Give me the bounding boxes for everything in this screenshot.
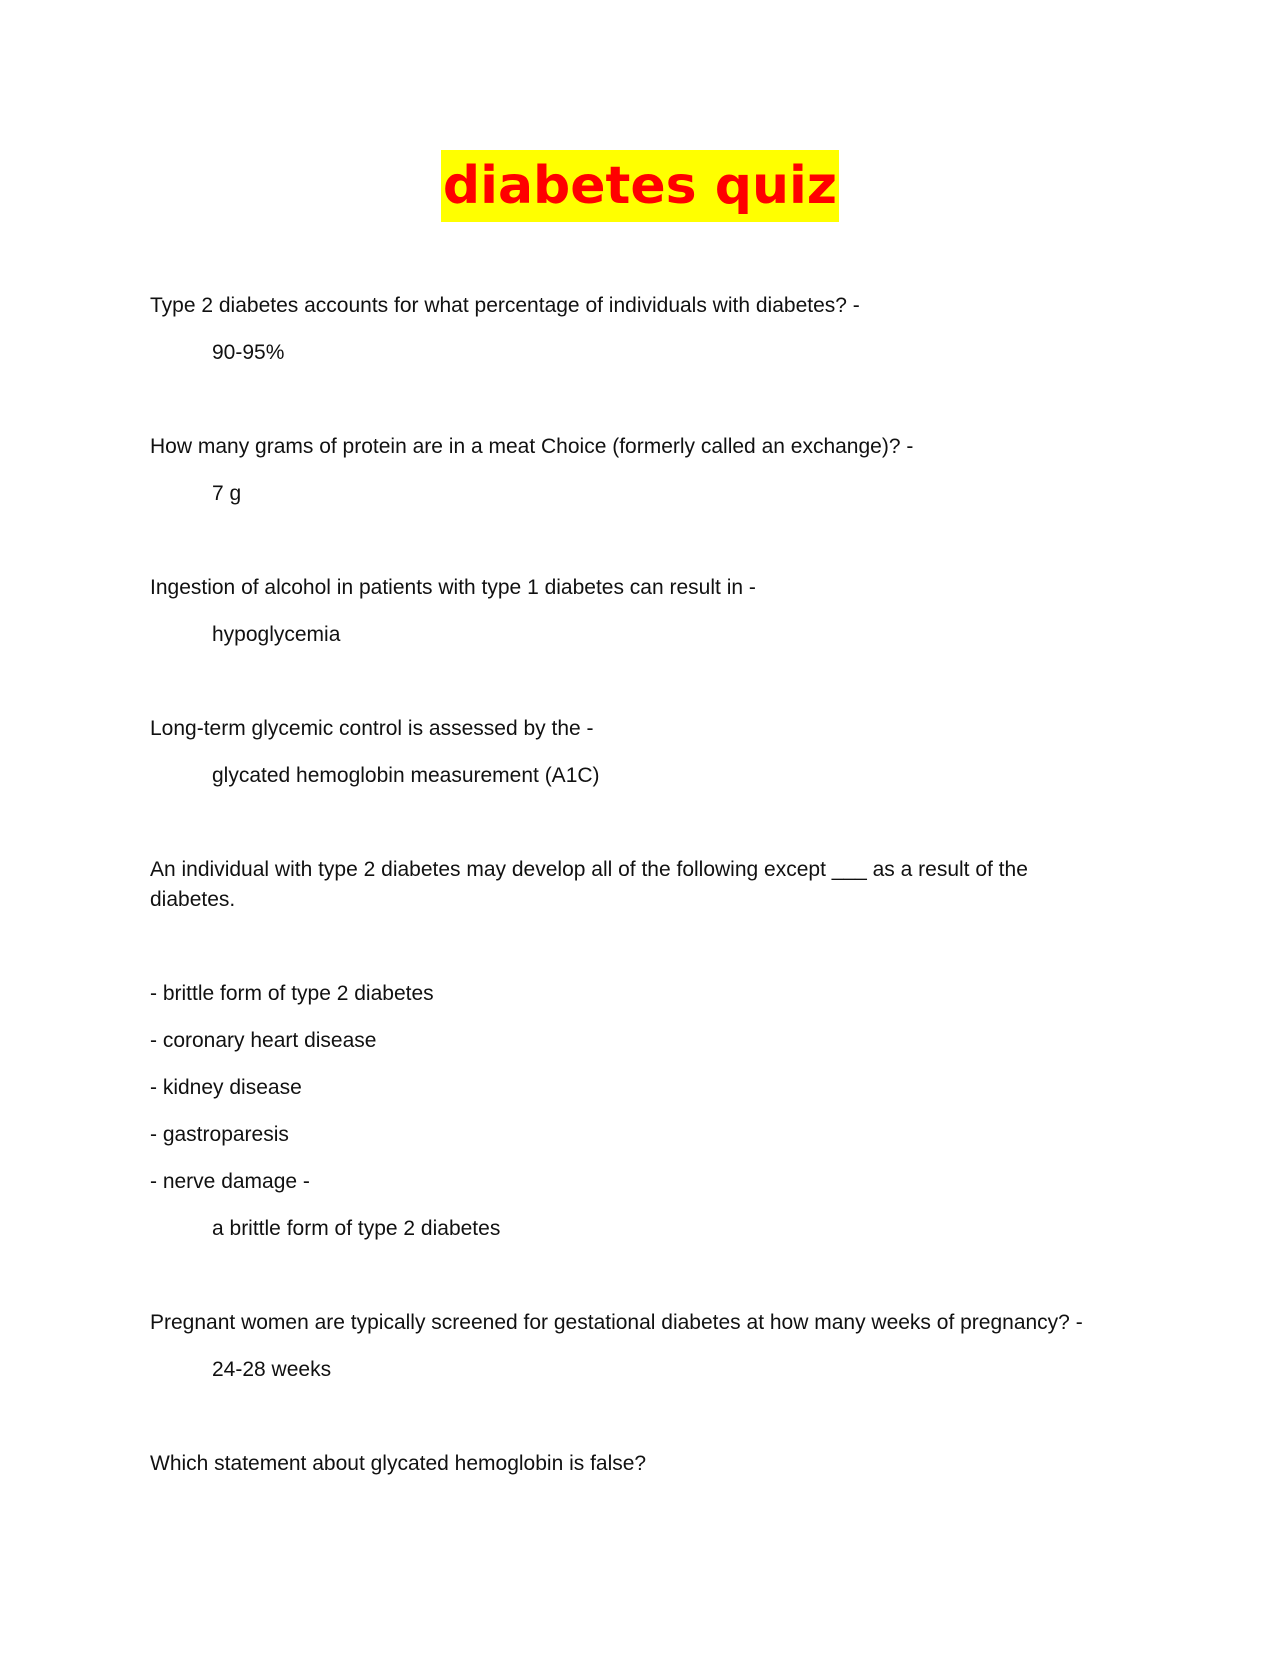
- answer-5: a brittle form of type 2 diabetes: [212, 1217, 501, 1240]
- question-6: Pregnant women are typically screened for gestational diabetes at how many weeks of pregnancy? -: [150, 1311, 1083, 1334]
- question-7: Which statement about glycated hemoglobin is false?: [150, 1452, 647, 1475]
- option-5-4: - gastroparesis: [150, 1123, 289, 1146]
- answer-6: 24-28 weeks: [212, 1358, 332, 1381]
- option-5-5: - nerve damage -: [150, 1170, 310, 1193]
- answer-1: 90-95%: [212, 341, 285, 364]
- option-5-3: - kidney disease: [150, 1076, 302, 1099]
- question-5: An individual with type 2 diabetes may develop all of the following except ___ as a result of the diabetes.: [150, 858, 1028, 911]
- question-1: Type 2 diabetes accounts for what percentage of individuals with diabetes? -: [150, 294, 860, 317]
- answer-3: hypoglycemia: [212, 623, 341, 646]
- option-5-2: - coronary heart disease: [150, 1029, 377, 1052]
- question-4: Long-term glycemic control is assessed by the -: [150, 717, 594, 740]
- title-container: [0, 150, 1280, 222]
- option-5-1: - brittle form of type 2 diabetes: [150, 982, 434, 1005]
- question-3: Ingestion of alcohol in patients with type 1 diabetes can result in -: [150, 576, 756, 599]
- answer-2: 7 g: [212, 482, 242, 505]
- question-2: How many grams of protein are in a meat Choice (formerly called an exchange)? -: [150, 435, 914, 458]
- page-title: diabetes quiz: [441, 150, 839, 222]
- answer-4: glycated hemoglobin measurement (A1C): [212, 764, 600, 787]
